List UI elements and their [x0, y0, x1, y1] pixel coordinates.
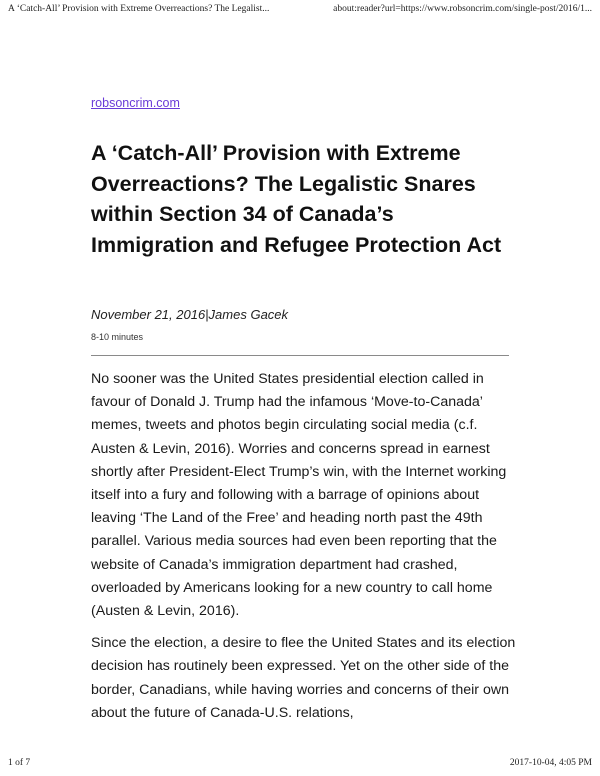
- article-title: A ‘Catch-All’ Provision with Extreme Overreactions? The Legalistic Snares within Section 34 of Canada’s Immigration and Refugee Protection Act: [91, 141, 502, 257]
- print-header-url: about:reader?url=https://www.robsoncrim.com/single-post/2016/1...: [333, 4, 592, 14]
- divider: [91, 355, 509, 356]
- site-link[interactable]: robsoncrim.com: [91, 96, 180, 110]
- paragraph: Since the election, a desire to flee the United States and its election decision has routinely been expressed. Yet on the other side of the border, Canadians, while having worries and concerns of their own about the future of Canada-U.S. relations,: [91, 635, 516, 721]
- article-byline: November 21, 2016|James Gacek: [91, 307, 289, 322]
- print-timestamp: 2017-10-04, 4:05 PM: [509, 758, 592, 768]
- article-body: [91, 368, 519, 734]
- read-time: 8-10 minutes: [91, 332, 144, 342]
- paragraph: No sooner was the United States presidential election called in favour of Donald J. Trump had the infamous ‘Move-to-Canada’ memes, tweets and photos begin circulating social media (c.f. Austen & Levin, 2016). Worries and concerns spread in earnest shortly after President-Elect Trump’s win, with the Internet working itself into a fury and following with a barrage of opinions about leaving ‘The Land of the Free’ and heading north past the 49th parallel. Various media sources had even been reporting that the website of Canada’s immigration department had crashed, overloaded by Americans looking for a new country to call home (Austen & Levin, 2016).: [91, 371, 507, 620]
- page-number: 1 of 7: [8, 758, 31, 768]
- print-header-title: A ‘Catch-All’ Provision with Extreme Overreactions? The Legalist...: [8, 4, 270, 14]
